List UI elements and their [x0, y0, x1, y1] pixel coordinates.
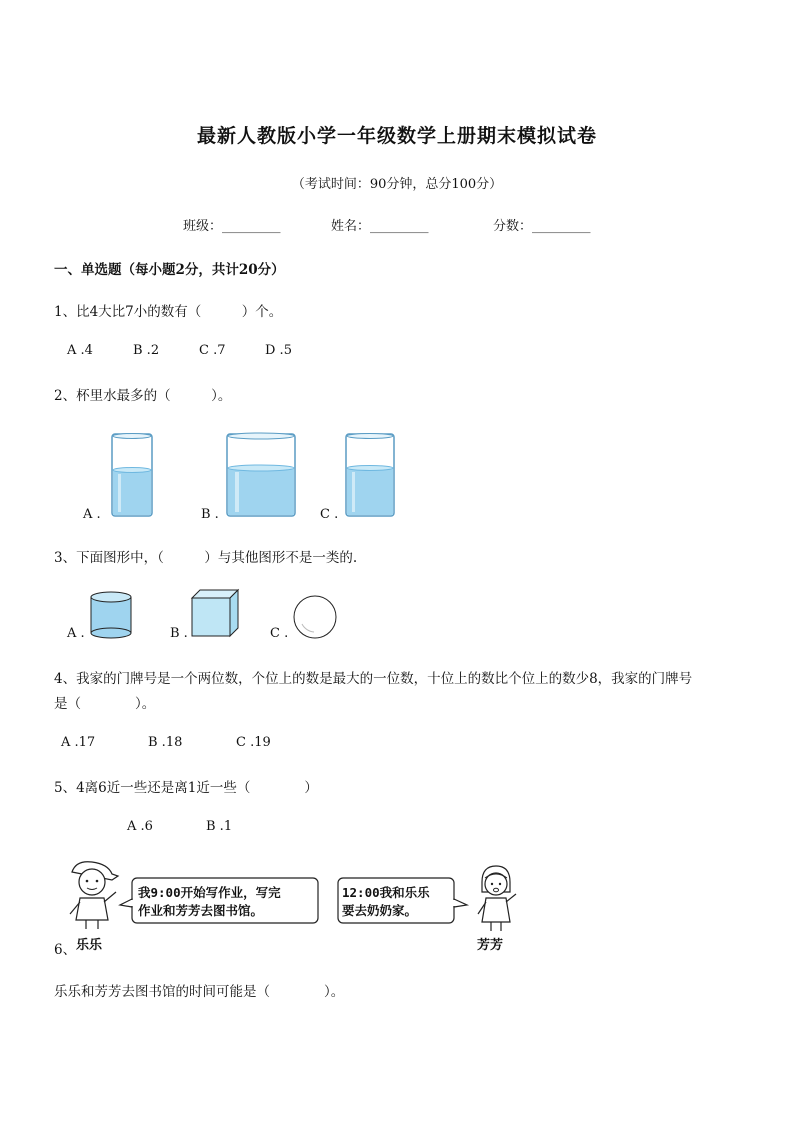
- section-heading: 一、单选题（每小题2分，共计20分）: [54, 262, 285, 278]
- glass-c-image: [344, 432, 396, 522]
- score-field: 分数：_________: [493, 219, 591, 234]
- question-5-text: 5、4离6近一些还是离1近一些（ ）: [54, 780, 318, 796]
- lele-label: 乐乐: [76, 938, 103, 953]
- glass-a-image: [110, 432, 154, 522]
- circle-image: [292, 594, 338, 644]
- q2-option-a: A .: [83, 507, 101, 522]
- question-4-line-1: 4、我家的门牌号是一个两位数，个位上的数是最大的一位数，十位上的数比个位上的数少8，我家的门牌号: [54, 671, 693, 687]
- q2-option-b: B .: [201, 507, 219, 522]
- q1-option-b: B .2: [133, 343, 160, 358]
- question-6-text: 乐乐和芳芳去图书馆的时间可能是（ ）。: [54, 984, 345, 1000]
- cylinder-image: [88, 590, 134, 644]
- q3-option-c: C .: [270, 626, 289, 641]
- fangfang-girl-image: [468, 862, 524, 936]
- glass-b-image: [225, 432, 297, 522]
- question-1-text: 1、比4大比7小的数有（ ）个。: [54, 304, 283, 320]
- fangfang-bubble-line-2: 要去奶奶家。: [342, 903, 418, 918]
- page-title: 最新人教版小学一年级数学上册期末模拟试卷: [196, 125, 597, 147]
- question-4-line-2: 是（ ）。: [54, 696, 156, 712]
- question-2-text: 2、杯里水最多的（ ）。: [54, 388, 232, 404]
- q3-option-b: B .: [170, 626, 188, 641]
- exam-time-subtitle: （考试时间：90分钟，总分100分）: [291, 177, 503, 192]
- lele-bubble-line-1: 我9:00开始写作业，写完: [138, 885, 281, 900]
- q2-option-c: C .: [320, 507, 339, 522]
- question-3-text: 3、下面图形中，（ ）与其他图形不是一类的.: [54, 550, 358, 566]
- q3-option-a: A .: [67, 626, 85, 641]
- q5-option-b: B .1: [206, 819, 233, 834]
- q4-option-c: C .19: [236, 735, 271, 750]
- cube-image: [190, 588, 240, 642]
- fangfang-label: 芳芳: [477, 938, 504, 953]
- question-6-number: 6、: [54, 942, 77, 958]
- q1-option-a: A .4: [67, 343, 93, 358]
- q4-option-b: B .18: [148, 735, 183, 750]
- q5-option-a: A .6: [127, 819, 153, 834]
- name-field: 姓名：_________: [331, 219, 429, 234]
- q4-option-a: A .17: [61, 735, 96, 750]
- lele-bubble-line-2: 作业和芳芳去图书馆。: [138, 903, 264, 918]
- fangfang-bubble-line-1: 12:00我和乐乐: [342, 885, 430, 900]
- q1-option-c: C .7: [199, 343, 226, 358]
- q1-option-d: D .5: [265, 343, 292, 358]
- class-field: 班级：_________: [183, 219, 281, 234]
